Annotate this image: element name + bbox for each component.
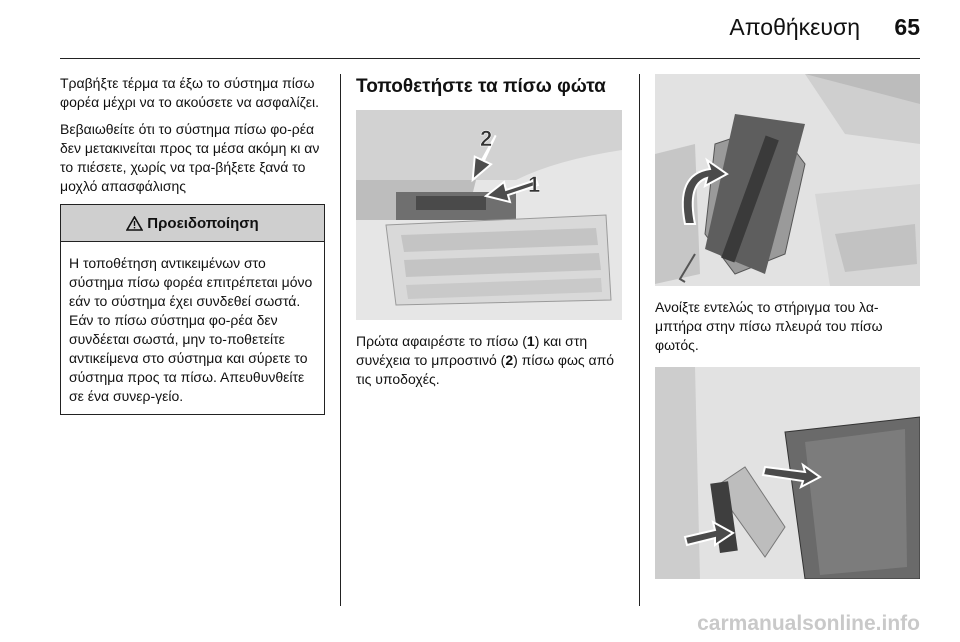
figure-remove-lights	[356, 110, 622, 320]
paragraph-pull-out: Τραβήξτε τέρμα τα έξω το σύστημα πίσω φορέα μέχρι να το ακούσετε να ασφαλίζει.	[60, 75, 319, 110]
warning-header	[61, 205, 324, 242]
column-divider-1	[340, 74, 341, 606]
caption-part: Πρώτα αφαιρέστε το πίσω (	[356, 333, 527, 349]
warning-box	[60, 204, 325, 415]
page-header	[0, 0, 960, 60]
figure-label-2: 2	[480, 126, 493, 151]
paragraph-check-lock: Βεβαιωθείτε ότι το σύστημα πίσω φο-ρέα δεν μετακινείται προς τα μέσα ακόμη κι αν το πιέσετε, χωρίς να τρα-βήξετε ξανά το μοχλό απασφάλισης	[60, 121, 320, 194]
figure-label-1: 1	[528, 172, 541, 197]
watermark: carmanualsonline.info	[697, 612, 920, 635]
figure-open-holder	[655, 74, 920, 286]
caption-part: ) πίσω φως από τις υποδοχές.	[356, 352, 615, 387]
section-title: Αποθήκευση	[729, 14, 860, 40]
warning-body: Η τοποθέτηση αντικειμένων στο σύστημα πίσω φορέα επιτρέπεται μόνο εάν το σύστημα έχει συνδεθεί σωστά. Εάν το πίσω σύστημα φο-ρέα δεν συνδέεται σωστά, μην το-ποθετείτε αντικείμενα στο σύστημα και σύρετε το σύστημα προς τα πίσω. Απευθυνθείτε σε ένα συνερ-γείο.	[69, 255, 313, 404]
warning-title: Προειδοποίηση	[147, 214, 259, 232]
column-middle	[356, 74, 626, 397]
column-divider-2	[639, 74, 640, 606]
caption-open-holder: Ανοίξτε εντελώς το στήριγμα του λα-μπτήρα στην πίσω πλευρά του πίσω φωτός.	[655, 299, 883, 353]
caption-remove-lights	[356, 332, 626, 389]
figure-bulb-holder	[655, 367, 920, 579]
caption-num-1: 1	[526, 333, 535, 349]
warning-triangle-icon	[126, 216, 143, 231]
caption-part: ) και στη συνέχεια το μπροστινό (	[356, 333, 588, 368]
caption-num-2: 2	[505, 352, 514, 368]
column-right	[655, 74, 920, 579]
column-left	[60, 74, 325, 415]
header-rule	[60, 58, 920, 59]
heading-install-rear-lights: Τοποθετήστε τα πίσω φώτα	[356, 76, 606, 97]
page-number: 65	[894, 14, 920, 40]
